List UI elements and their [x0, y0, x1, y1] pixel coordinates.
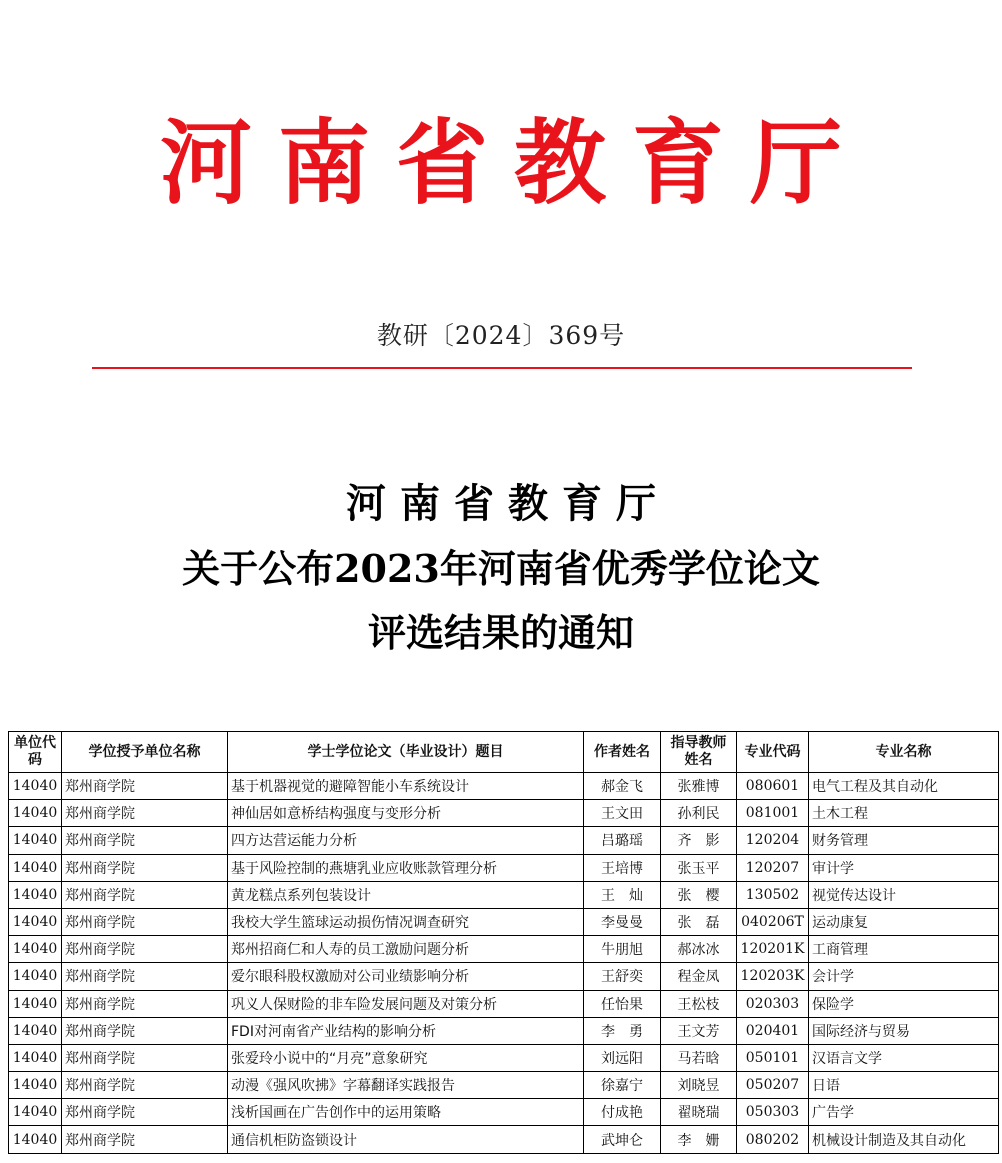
cell-unit-code: 14040 [9, 963, 62, 990]
cell-author: 郝金飞 [584, 773, 661, 800]
red-divider [92, 367, 912, 369]
document-title-line-3: 评选结果的通知 [367, 610, 634, 655]
cell-unit-code: 14040 [9, 908, 62, 935]
cell-thesis-title: 张爱玲小说中的“月亮”意象研究 [228, 1044, 584, 1071]
cell-unit-code: 14040 [9, 1126, 62, 1153]
document-title-line-2: 关于公布2023年河南省优秀学位论文 [182, 546, 820, 591]
cell-unit-name: 郑州商学院 [62, 908, 228, 935]
cell-thesis-title: 郑州招商仁和人寿的员工激励问题分析 [228, 936, 584, 963]
header-author: 作者姓名 [584, 732, 661, 773]
cell-unit-code: 14040 [9, 990, 62, 1017]
cell-major-code: 080601 [737, 773, 809, 800]
cell-major-code: 080202 [737, 1126, 809, 1153]
cell-advisor: 郝冰冰 [661, 936, 737, 963]
cell-unit-code: 14040 [9, 1072, 62, 1099]
header-unit-code: 单位代码 [9, 732, 62, 773]
cell-thesis-title: 浅析国画在广告创作中的运用策略 [228, 1099, 584, 1126]
table-row [9, 908, 999, 935]
cell-unit-name: 郑州商学院 [62, 936, 228, 963]
cell-advisor: 李 姗 [661, 1126, 737, 1153]
cell-unit-code: 14040 [9, 854, 62, 881]
cell-major-name: 审计学 [809, 854, 999, 881]
cell-unit-name: 郑州商学院 [62, 854, 228, 881]
cell-major-code: 120203K [737, 963, 809, 990]
table-row [9, 1044, 999, 1071]
cell-major-name: 保险学 [809, 990, 999, 1017]
cell-thesis-title: 我校大学生篮球运动损伤情况调查研究 [228, 908, 584, 935]
cell-author: 徐嘉宁 [584, 1072, 661, 1099]
cell-thesis-title: 神仙居如意桥结构强度与变形分析 [228, 800, 584, 827]
cell-thesis-title: 爱尔眼科股权激励对公司业绩影响分析 [228, 963, 584, 990]
cell-advisor: 张玉平 [661, 854, 737, 881]
cell-major-code: 050101 [737, 1044, 809, 1071]
issuer-masthead: 河南省教育厅 [159, 109, 868, 217]
cell-unit-name: 郑州商学院 [62, 827, 228, 854]
cell-unit-name: 郑州商学院 [62, 1017, 228, 1044]
table-body [9, 773, 999, 1154]
header-thesis-title: 学士学位论文（毕业设计）题目 [228, 732, 584, 773]
cell-major-name: 日语 [809, 1072, 999, 1099]
cell-major-name: 会计学 [809, 963, 999, 990]
cell-major-code: 020401 [737, 1017, 809, 1044]
cell-advisor: 齐 影 [661, 827, 737, 854]
document-title-line-1: 河南省教育厅 [346, 480, 670, 527]
table-row [9, 854, 999, 881]
table-header-row [9, 732, 999, 773]
cell-major-name: 运动康复 [809, 908, 999, 935]
cell-thesis-title: FDI对河南省产业结构的影响分析 [228, 1017, 584, 1044]
cell-advisor: 刘晓昱 [661, 1072, 737, 1099]
cell-unit-code: 14040 [9, 1017, 62, 1044]
header-major-name: 专业名称 [809, 732, 999, 773]
cell-author: 王 灿 [584, 881, 661, 908]
header-advisor: 指导教师姓名 [661, 732, 737, 773]
cell-thesis-title: 通信机柜防盗锁设计 [228, 1126, 584, 1153]
cell-author: 任怡果 [584, 990, 661, 1017]
cell-unit-name: 郑州商学院 [62, 773, 228, 800]
cell-unit-code: 14040 [9, 881, 62, 908]
cell-unit-code: 14040 [9, 773, 62, 800]
cell-author: 武坤仑 [584, 1126, 661, 1153]
header-unit-name: 学位授予单位名称 [62, 732, 228, 773]
cell-major-name: 汉语言文学 [809, 1044, 999, 1071]
cell-major-name: 财务管理 [809, 827, 999, 854]
cell-advisor: 张 樱 [661, 881, 737, 908]
cell-major-code: 130502 [737, 881, 809, 908]
cell-unit-code: 14040 [9, 1044, 62, 1071]
cell-thesis-title: 基于机器视觉的避障智能小车系统设计 [228, 773, 584, 800]
cell-advisor: 张 磊 [661, 908, 737, 935]
cell-thesis-title: 动漫《强风吹拂》字幕翻译实践报告 [228, 1072, 584, 1099]
cell-major-name: 视觉传达设计 [809, 881, 999, 908]
cell-author: 付成艳 [584, 1099, 661, 1126]
cell-author: 刘远阳 [584, 1044, 661, 1071]
cell-author: 王培博 [584, 854, 661, 881]
cell-thesis-title: 四方达营运能力分析 [228, 827, 584, 854]
cell-unit-name: 郑州商学院 [62, 1126, 228, 1153]
cell-author: 王文田 [584, 800, 661, 827]
cell-unit-code: 14040 [9, 800, 62, 827]
table-row [9, 1099, 999, 1126]
cell-unit-name: 郑州商学院 [62, 990, 228, 1017]
cell-unit-name: 郑州商学院 [62, 1072, 228, 1099]
cell-author: 李 勇 [584, 1017, 661, 1044]
table-row [9, 990, 999, 1017]
cell-major-code: 050303 [737, 1099, 809, 1126]
cell-major-name: 广告学 [809, 1099, 999, 1126]
document-number: 教研〔2024〕369号 [376, 321, 626, 350]
table-row [9, 800, 999, 827]
cell-advisor: 翟晓瑞 [661, 1099, 737, 1126]
cell-unit-code: 14040 [9, 827, 62, 854]
cell-unit-name: 郑州商学院 [62, 800, 228, 827]
cell-major-code: 120204 [737, 827, 809, 854]
cell-thesis-title: 巩义人保财险的非车险发展问题及对策分析 [228, 990, 584, 1017]
cell-major-code: 120207 [737, 854, 809, 881]
cell-author: 吕璐瑶 [584, 827, 661, 854]
cell-major-name: 电气工程及其自动化 [809, 773, 999, 800]
cell-advisor: 王文芳 [661, 1017, 737, 1044]
table-row [9, 1126, 999, 1153]
cell-unit-name: 郑州商学院 [62, 881, 228, 908]
table-row [9, 963, 999, 990]
table-row [9, 773, 999, 800]
cell-thesis-title: 黄龙糕点系列包装设计 [228, 881, 584, 908]
cell-unit-name: 郑州商学院 [62, 1099, 228, 1126]
table-row [9, 1017, 999, 1044]
cell-major-code: 050207 [737, 1072, 809, 1099]
cell-advisor: 王松枝 [661, 990, 737, 1017]
cell-major-name: 土木工程 [809, 800, 999, 827]
cell-author: 王舒奕 [584, 963, 661, 990]
cell-thesis-title: 基于风险控制的燕塘乳业应收账款管理分析 [228, 854, 584, 881]
cell-major-name: 工商管理 [809, 936, 999, 963]
cell-advisor: 程金凤 [661, 963, 737, 990]
cell-author: 牛朋旭 [584, 936, 661, 963]
cell-author: 李曼曼 [584, 908, 661, 935]
cell-major-code: 020303 [737, 990, 809, 1017]
results-table [8, 731, 999, 1154]
cell-unit-code: 14040 [9, 1099, 62, 1126]
cell-major-name: 国际经济与贸易 [809, 1017, 999, 1044]
cell-major-code: 040206T [737, 908, 809, 935]
cell-major-code: 120201K [737, 936, 809, 963]
cell-advisor: 孙利民 [661, 800, 737, 827]
header-major-code: 专业代码 [737, 732, 809, 773]
cell-unit-name: 郑州商学院 [62, 963, 228, 990]
table-row [9, 936, 999, 963]
cell-advisor: 张雅博 [661, 773, 737, 800]
cell-unit-code: 14040 [9, 936, 62, 963]
table-row [9, 1072, 999, 1099]
table-row [9, 827, 999, 854]
cell-major-code: 081001 [737, 800, 809, 827]
cell-major-name: 机械设计制造及其自动化 [809, 1126, 999, 1153]
cell-advisor: 马若晗 [661, 1044, 737, 1071]
table-row [9, 881, 999, 908]
cell-unit-name: 郑州商学院 [62, 1044, 228, 1071]
